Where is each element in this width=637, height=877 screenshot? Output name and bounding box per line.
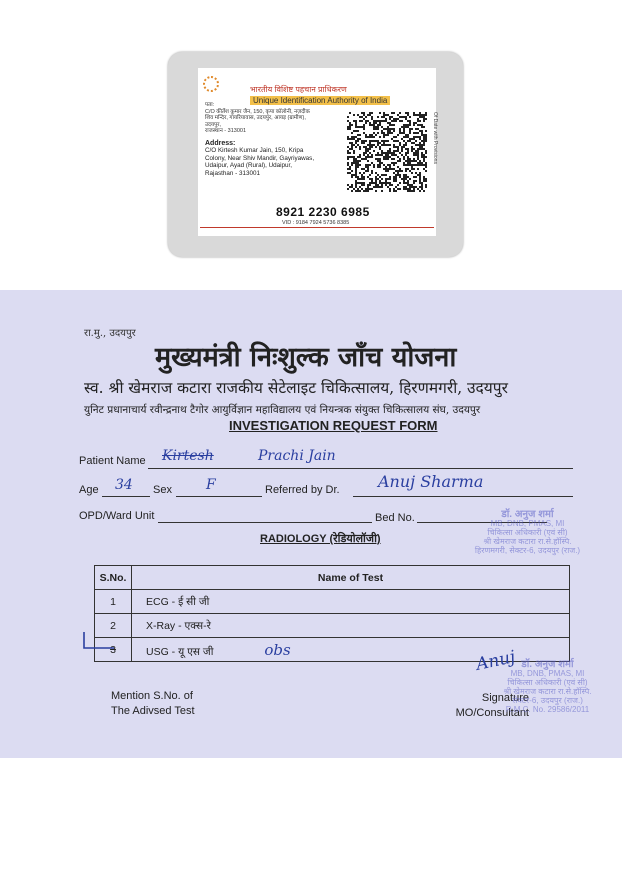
card-vertical-text: Of Date with Provisions xyxy=(432,112,438,164)
card-red-line xyxy=(200,227,434,228)
card-hindi-address: पता: C/O कीर्तेश कुमार जैन, 150, कृपा कॉलोनी, नज़दीक शिव मन्दिर, गायरियावास, उदयपुर, आयड़ (ग्रामीण), उदयपुर, राजस्थान - 313001 xyxy=(205,102,310,134)
row-sno: 3 xyxy=(95,638,132,662)
table-row xyxy=(95,614,570,638)
row-test-label: USG - यू एस जी xyxy=(146,645,214,658)
table-header-row xyxy=(95,566,570,590)
table-row xyxy=(95,590,570,614)
form-title: INVESTIGATION REQUEST FORM xyxy=(229,418,438,433)
form-main-title: मुख्यमंत्री निःशुल्क जाँच योजना xyxy=(155,342,457,373)
age-value: 34 xyxy=(115,477,133,493)
row-test-name: X-Ray - एक्स-रे xyxy=(132,614,570,638)
qr-code xyxy=(347,112,427,192)
sex-line xyxy=(176,496,262,497)
sex-label: Sex xyxy=(153,484,172,496)
bed-label: Bed No. xyxy=(375,512,415,524)
opd-line xyxy=(158,522,372,523)
patient-name-struck: Kirtesh xyxy=(162,448,214,464)
test-table xyxy=(94,565,570,662)
patient-name-line xyxy=(148,468,573,469)
referred-label: Referred by Dr. xyxy=(265,484,340,496)
mention-note: Mention S.No. of The Adivsed Test xyxy=(111,690,195,717)
form-unit-line: युनिट प्रधानाचार्य रवीन्द्रनाथ टैगोर आयुर्विज्ञान महाविद्यालय एवं नियन्त्रक संयुक्त चिकित्सालय संघ, उदयपुर xyxy=(84,404,481,416)
form-ramu: रा.मु., उदयपुर xyxy=(84,328,136,339)
signature-label: Signature MO/Consultant xyxy=(455,692,529,719)
test-name-header: Name of Test xyxy=(132,566,570,590)
uidai-header-hindi: भारतीय विशिष्ट पहचान प्राधिकरण xyxy=(250,85,347,94)
row-sno: 2 xyxy=(95,614,132,638)
handwritten-mark-icon xyxy=(80,630,120,654)
referred-line xyxy=(353,496,573,497)
aadhaar-logo-icon xyxy=(203,76,219,92)
sex-value: F xyxy=(206,477,216,493)
radiology-heading: RADIOLOGY (रेडियोलॉजी) xyxy=(260,533,381,545)
form-hospital-name: स्व. श्री खेमराज कटारा राजकीय सेटेलाइट चिकित्सालय, हिरणमगरी, उदयपुर xyxy=(84,379,508,397)
row-handwritten-note: obs xyxy=(264,640,291,659)
patient-name-label: Patient Name xyxy=(79,455,146,467)
doctor-stamp-upper: डॉ. अनुज शर्मा MB, DNB, PMAS, MI चिकित्सा अधिकारी (एवं सी) श्री खेमराज कटारा रा.से.हॉस्पि. हिरणमगरी, सेक्टर-6, उदयपुर (राज.) xyxy=(474,509,581,555)
row-sno: 1 xyxy=(95,590,132,614)
uidai-header-english: Unique Identification Authority of India xyxy=(250,90,390,108)
row-test-name: ECG - ई सी जी xyxy=(132,590,570,614)
aadhaar-number: 8921 2230 6985 xyxy=(276,205,370,219)
patient-name-value: Prachi Jain xyxy=(258,448,336,464)
vid-number: VID : 9184 7924 5736 8385 xyxy=(282,220,350,226)
referred-value: Anuj Sharma xyxy=(378,472,484,491)
sno-header: S.No. xyxy=(95,566,132,590)
card-english-address: Address: C/O Kirtesh Kumar Jain, 150, Kripa Colony, Near Shiv Mandir, Gayriyawas, Udaipur, Ayad (Rural), Udaipur, Rajasthan - 313001 xyxy=(205,140,315,177)
doctor-stamp-lower: डॉ. अनुज शर्मा MB, DNB, PMAS, MI चिकित्सा अधिकारी (एवं सी) श्री खेमराज कटारा रा.से.हॉस्पि. सेक्टर-6, उदयपुर (राज.) R.M.C. No. 29586/2011 xyxy=(503,659,592,714)
signature-scrawl: Anuj xyxy=(474,647,518,675)
age-line xyxy=(102,496,150,497)
age-label: Age xyxy=(79,484,99,496)
opd-label: OPD/Ward Unit xyxy=(79,510,155,522)
